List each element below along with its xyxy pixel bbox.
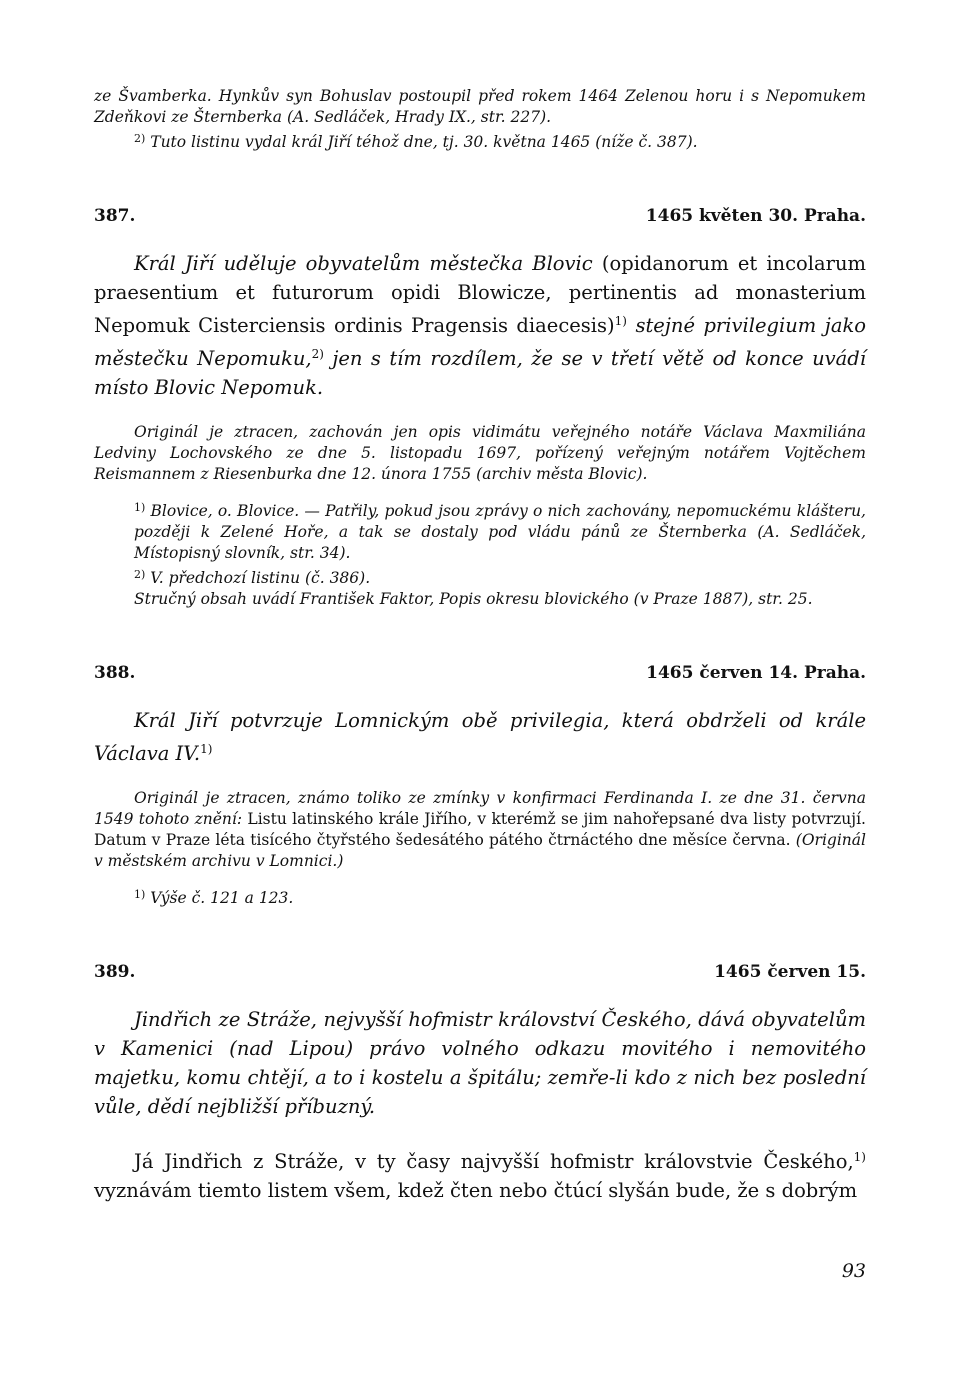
note-label: 2) [134,132,146,145]
note-label: 1) [134,501,146,514]
document-387-footnote-1 [94,497,866,564]
document-389-heading [94,961,866,983]
document-number: 387. [94,206,136,226]
note-label: 1) [134,888,146,901]
page-number: 93 [841,1260,866,1282]
document-389-summary [94,1005,866,1121]
summary-part: Král Jiří potvrzuje Lomnickým obě privilegia, která obdrželi od krále Václava IV. [94,709,866,765]
document-388-heading [94,662,866,684]
document-388-summary [94,706,866,768]
document-388-provenance [94,788,866,872]
document-number: 388. [94,663,136,683]
summary-part: Jindřich ze Stráže, nejvyšší hofmistr království Českého, dává obyvatelům v Kamenici (nad Lipou) právo volného odkazu movitého i nemovitého majetku, komu chtějí, a to i kostelu a špitálu; zemře-li kdo z nich bez poslední vůle, dědí nejbližší příbuzný. [94,1008,866,1118]
footnote-ref: 1) [200,742,213,756]
note-text: Blovice, o. Blovice. — Patřily, pokud jsou zprávy o nich zachovány, nepomuckému klášteru, později k Zelené Hoře, a tak se dostaly pod vládu pánů ze Šternberka (A. Sedláček, Místopisný slovník, str. 34). [134,502,866,562]
document-387-provenance: Originál je ztracen, zachován jen opis vidimátu veřejného notáře Václava Maxmiliána Ledviny Lochovského ze dne 5. listopadu 1697, pořízený veřejným notářem Vojtěchem Reismannem z Riesenburka dne 12. února 1755 (archiv města Blovic). [94,423,866,483]
text-part: vyznávám tiemto listem všem, kdež čten nebo čtúcí slyšán bude, že s dobrým [94,1179,858,1202]
document-date: 1465 červen 15. [714,962,866,982]
footnote-ref: 2) [311,347,324,361]
summary-latin: (opidanorum et incolarum praesentium et futurorum opidi Blowicze, pertinentis ad monasterium Nepomuk Cisterciensis ordinis Pragensis diaecesis) [94,252,867,337]
note-text: V. předchozí listinu (č. 386). [150,569,371,587]
document-387-footnote-2 [94,564,866,589]
note-label: 2) [134,568,146,581]
document-389-text [94,1143,866,1205]
footnote-ref: 1) [853,1150,866,1164]
document-387-summary-source: Stručný obsah uvádí František Faktor, Popis okresu blovického (v Praze 1887), str. 25. [134,590,813,608]
document-387-summary [94,249,866,402]
document-number: 389. [94,962,136,982]
summary-part: stejné privilegium jako městečku Nepomuku, [94,314,866,370]
document-387-heading [94,205,866,227]
summary-part: jen s tím rozdílem, že se v třetí větě od konce uvádí místo Blovic Nepomuk. [94,347,867,399]
document-date: 1465 květen 30. Praha. [645,206,866,226]
provenance-part: Originál je ztracen, známo toliko ze zmínky v konfirmaci Ferdinanda I. ze dne 31. června 1549 tohoto znění: [94,789,866,828]
document-date: 1465 červen 14. Praha. [646,663,866,683]
document-388-footnote-1 [94,884,866,909]
top-note-2 [94,128,866,153]
top-note-1: ze Švamberka. Hynkův syn Bohuslav postoupil před rokem 1464 Zelenou horu i s Nepomukem Zdeňkovi ze Šternberka (A. Sedláček, Hrady IX., str. 227). [94,87,866,126]
text-part: Já Jindřich z Stráže, v ty časy najvyšší hofmistr královstvie Českého, [134,1150,854,1173]
summary-part: Král Jiří uděluje obyvatelům městečka Blovic [134,252,593,275]
provenance-part: (Originál v městském archivu v Lomnici.) [94,831,866,870]
note-text: Výše č. 121 a 123. [150,889,294,907]
footnote-ref: 1) [614,314,627,328]
provenance-quote: Listu latinského krále Jiřího, v kterémž se jim nahořepsané dva listy potvrzují. Datum v Praze léta tisícého čtyřstého šedesátého pátého čtrnáctého dne měsíce června. [94,810,866,849]
document-page [94,86,866,1205]
note-text: Tuto listinu vydal král Jiří téhož dne, tj. 30. května 1465 (níže č. 387). [150,133,698,151]
